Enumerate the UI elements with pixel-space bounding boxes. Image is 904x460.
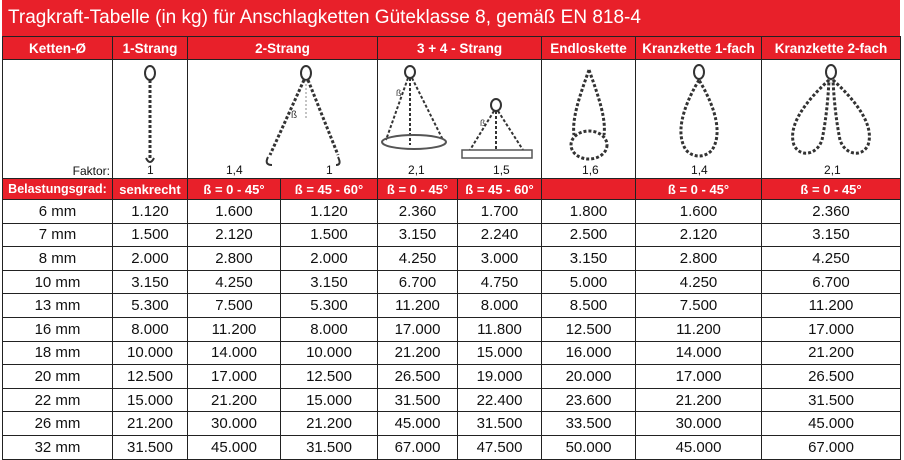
row-value: 15.000 (281, 388, 378, 412)
row-value: 21.200 (762, 341, 901, 365)
row-value: 45.000 (762, 412, 901, 436)
wreath-chain-double-icon (762, 60, 901, 178)
row-value: 67.000 (378, 435, 458, 459)
row-value: 8.500 (542, 294, 636, 318)
row-value: 30.000 (188, 412, 281, 436)
row-value: 10.000 (113, 341, 188, 365)
row-value: 11.200 (762, 294, 901, 318)
belastung-5: ß = 45 - 60° (458, 179, 542, 200)
row-value: 2.000 (281, 247, 378, 271)
row-value: 17.000 (762, 317, 901, 341)
row-diameter: 20 mm (3, 365, 113, 389)
row-value: 17.000 (636, 365, 762, 389)
row-value: 16.000 (542, 341, 636, 365)
belastung-6 (542, 179, 636, 200)
row-value: 5.300 (113, 294, 188, 318)
row-value: 1.500 (113, 223, 188, 247)
single-chain-icon (113, 60, 188, 178)
row-value: 15.000 (113, 388, 188, 412)
row-value: 12.500 (113, 365, 188, 389)
row-value: 8.000 (281, 317, 378, 341)
factor-1: 1 (147, 163, 154, 177)
img-cell-endloskette (542, 60, 636, 179)
row-value: 21.200 (378, 341, 458, 365)
row-value: 4.750 (458, 270, 542, 294)
row-value: 19.000 (458, 365, 542, 389)
table-row (3, 341, 901, 365)
row-value: 22.400 (458, 388, 542, 412)
factor-label: Faktor: (72, 164, 110, 178)
row-value: 26.500 (762, 365, 901, 389)
belastung-4: ß = 0 - 45° (378, 179, 458, 200)
row-value: 67.000 (762, 435, 901, 459)
angle-label-4: ß (480, 118, 486, 128)
row-value: 1.120 (113, 200, 188, 224)
row-value: 11.200 (378, 294, 458, 318)
row-diameter: 16 mm (3, 317, 113, 341)
table-row (3, 294, 901, 318)
row-value: 11.200 (636, 317, 762, 341)
factor-2b: 1 (326, 163, 333, 177)
two-leg-chain-icon (188, 60, 378, 178)
header-row (3, 37, 901, 60)
row-value: 2.360 (378, 200, 458, 224)
row-value: 1.800 (542, 200, 636, 224)
row-value: 8.000 (458, 294, 542, 318)
row-value: 17.000 (378, 317, 458, 341)
load-table (2, 36, 901, 460)
belastung-row (3, 179, 901, 200)
endless-chain-icon (542, 60, 636, 178)
belastung-8: ß = 0 - 45° (762, 179, 901, 200)
row-value: 10.000 (281, 341, 378, 365)
factor-kranz2: 2,1 (824, 163, 841, 177)
row-value: 3.000 (458, 247, 542, 271)
table-row (3, 200, 901, 224)
table-row (3, 317, 901, 341)
row-value: 11.800 (458, 317, 542, 341)
row-value: 8.000 (113, 317, 188, 341)
factor-3a: 2,1 (408, 163, 425, 177)
row-value: 1.120 (281, 200, 378, 224)
img-cell-kranzkette-1 (636, 60, 762, 179)
row-value: 2.240 (458, 223, 542, 247)
header-diameter: Ketten-Ø (3, 37, 113, 60)
table-row (3, 365, 901, 389)
table-row (3, 270, 901, 294)
row-diameter: 13 mm (3, 294, 113, 318)
img-cell-kranzkette-2 (762, 60, 901, 179)
row-value: 4.250 (378, 247, 458, 271)
belastung-label: Belastungsgrad: (3, 179, 113, 200)
row-value: 1.700 (458, 200, 542, 224)
wreath-chain-single-icon (636, 60, 762, 178)
row-value: 31.500 (762, 388, 901, 412)
row-value: 1.600 (188, 200, 281, 224)
row-value: 21.200 (281, 412, 378, 436)
row-value: 20.000 (542, 365, 636, 389)
row-value: 1.600 (636, 200, 762, 224)
img-cell-1-strang (113, 60, 188, 179)
row-value: 6.700 (762, 270, 901, 294)
table-row (3, 388, 901, 412)
row-value: 2.360 (762, 200, 901, 224)
row-value: 2.120 (188, 223, 281, 247)
header-kranzkette-2: Kranzkette 2-fach (762, 37, 901, 60)
row-value: 21.200 (188, 388, 281, 412)
row-value: 11.200 (188, 317, 281, 341)
row-value: 45.000 (636, 435, 762, 459)
row-diameter: 8 mm (3, 247, 113, 271)
row-value: 2.000 (113, 247, 188, 271)
header-1-strang: 1-Strang (113, 37, 188, 60)
row-value: 2.500 (542, 223, 636, 247)
angle-label-2: ß (291, 110, 298, 121)
row-diameter: 22 mm (3, 388, 113, 412)
table-row (3, 223, 901, 247)
row-value: 2.120 (636, 223, 762, 247)
row-value: 4.250 (188, 270, 281, 294)
row-diameter: 10 mm (3, 270, 113, 294)
table-row (3, 435, 901, 459)
row-value: 1.500 (281, 223, 378, 247)
row-value: 14.000 (188, 341, 281, 365)
row-diameter: 7 mm (3, 223, 113, 247)
table-row (3, 412, 901, 436)
factor-endlos: 1,6 (582, 163, 599, 177)
row-value: 15.000 (458, 341, 542, 365)
factor-kranz1: 1,4 (691, 163, 708, 177)
belastung-2: ß = 0 - 45° (188, 179, 281, 200)
row-value: 7.500 (636, 294, 762, 318)
row-value: 5.300 (281, 294, 378, 318)
row-value: 21.200 (636, 388, 762, 412)
row-value: 3.150 (281, 270, 378, 294)
row-value: 12.500 (542, 317, 636, 341)
row-diameter: 26 mm (3, 412, 113, 436)
header-endloskette: Endloskette (542, 37, 636, 60)
img-cell-3-4-strang (378, 60, 542, 179)
angle-label-3: ß (396, 88, 402, 98)
row-value: 6.700 (378, 270, 458, 294)
row-diameter: 32 mm (3, 435, 113, 459)
row-diameter: 18 mm (3, 341, 113, 365)
row-value: 3.150 (113, 270, 188, 294)
row-value: 50.000 (542, 435, 636, 459)
header-2-strang: 2-Strang (188, 37, 378, 60)
multi-leg-chain-icon (378, 60, 542, 178)
row-value: 5.000 (542, 270, 636, 294)
row-value: 3.150 (378, 223, 458, 247)
row-value: 31.500 (458, 412, 542, 436)
row-value: 7.500 (188, 294, 281, 318)
row-value: 3.150 (542, 247, 636, 271)
belastung-7: ß = 0 - 45° (636, 179, 762, 200)
row-value: 2.800 (188, 247, 281, 271)
row-value: 23.600 (542, 388, 636, 412)
row-value: 4.250 (636, 270, 762, 294)
row-value: 4.250 (762, 247, 901, 271)
row-value: 3.150 (762, 223, 901, 247)
factor-label-cell (3, 60, 113, 179)
row-value: 30.000 (636, 412, 762, 436)
row-value: 45.000 (188, 435, 281, 459)
row-value: 31.500 (113, 435, 188, 459)
row-value: 14.000 (636, 341, 762, 365)
row-value: 26.500 (378, 365, 458, 389)
data-body (3, 200, 901, 460)
table-title: Tragkraft-Tabelle (in kg) für Anschlagketten Güteklasse 8, gemäß EN 818-4 (2, 0, 900, 36)
factor-2a: 1,4 (226, 163, 243, 177)
row-value: 12.500 (281, 365, 378, 389)
belastung-1: senkrecht (113, 179, 188, 200)
row-value: 31.500 (378, 388, 458, 412)
table-row (3, 247, 901, 271)
header-kranzkette-1: Kranzkette 1-fach (636, 37, 762, 60)
belastung-3: ß = 45 - 60° (281, 179, 378, 200)
row-value: 31.500 (281, 435, 378, 459)
row-diameter: 6 mm (3, 200, 113, 224)
factor-3b: 1,5 (493, 163, 510, 177)
row-value: 21.200 (113, 412, 188, 436)
row-value: 2.800 (636, 247, 762, 271)
header-3-4-strang: 3 + 4 - Strang (378, 37, 542, 60)
row-value: 17.000 (188, 365, 281, 389)
img-cell-2-strang (188, 60, 378, 179)
row-value: 45.000 (378, 412, 458, 436)
row-value: 33.500 (542, 412, 636, 436)
row-value: 47.500 (458, 435, 542, 459)
illustration-row (3, 60, 901, 179)
